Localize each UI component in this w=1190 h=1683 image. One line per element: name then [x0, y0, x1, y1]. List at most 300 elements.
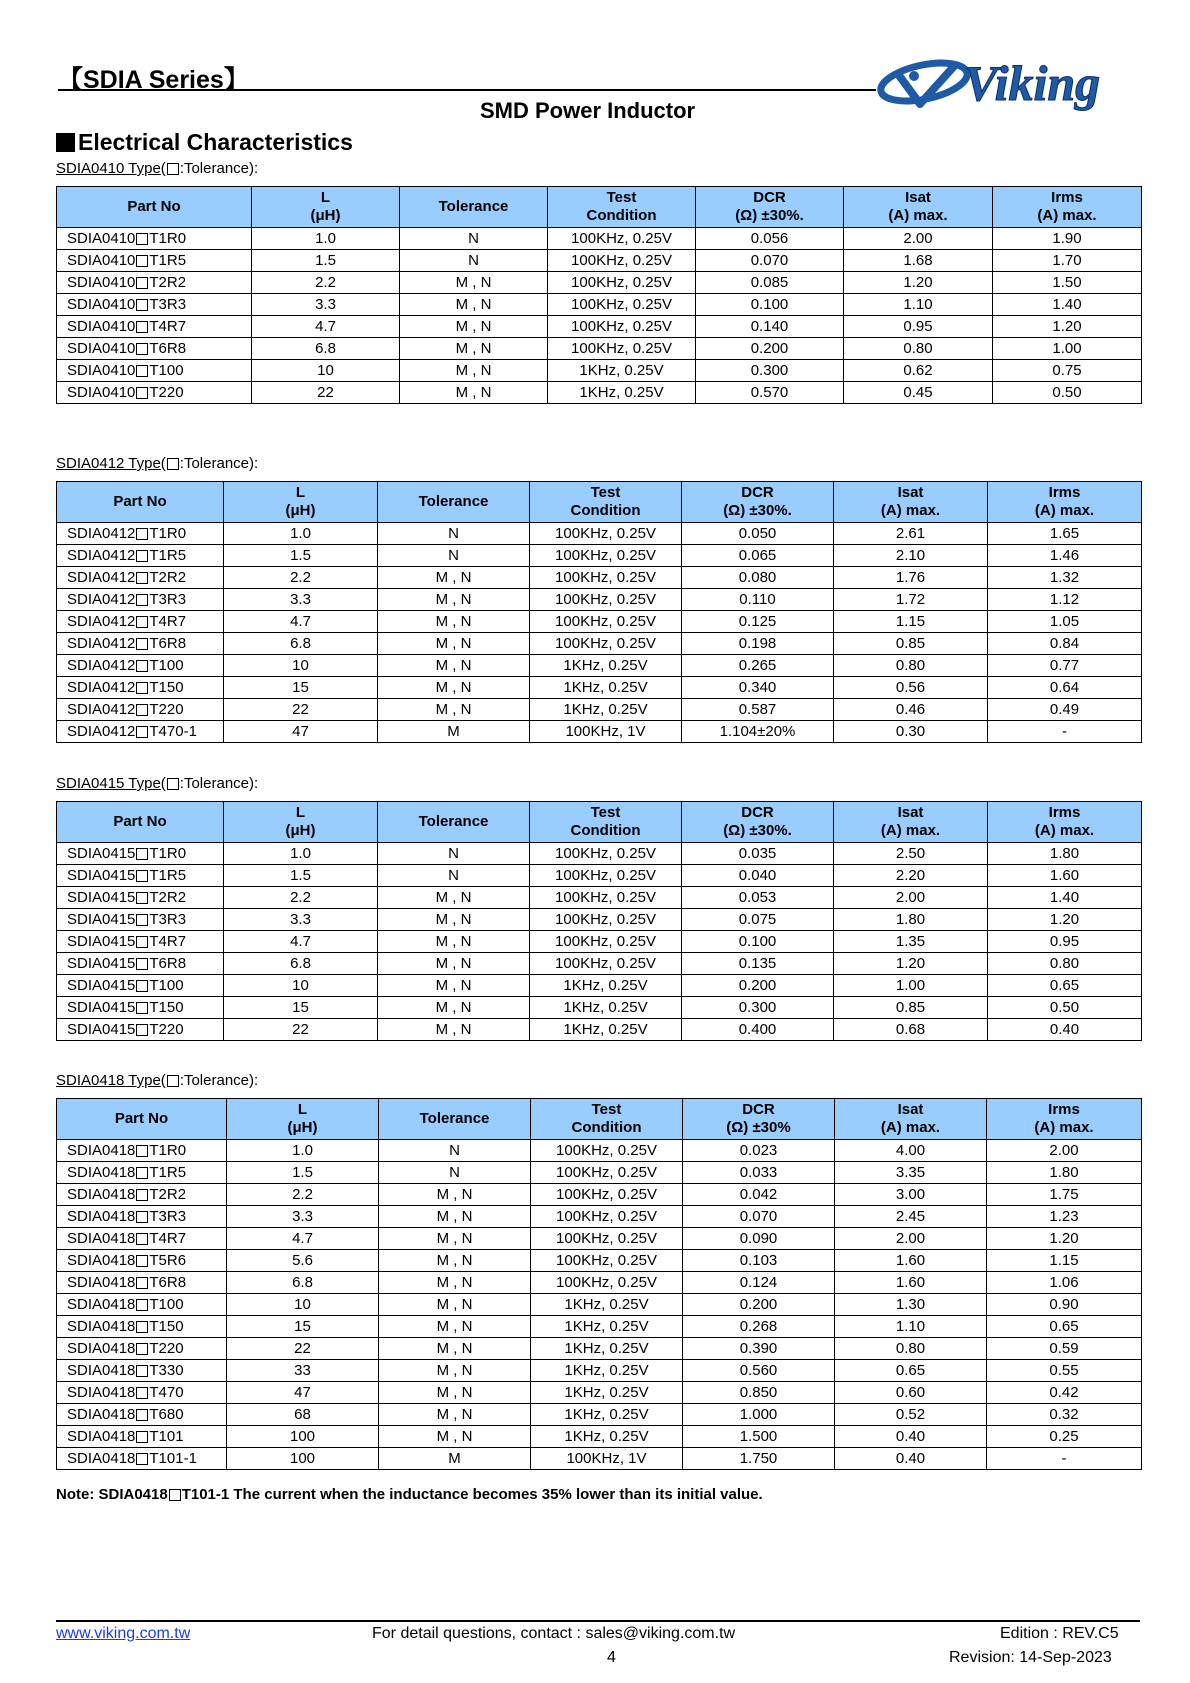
- cell-test-condition: 100KHz, 0.25V: [530, 567, 682, 589]
- type-caption-suffix: :Tolerance):: [179, 455, 259, 472]
- cell-irms: 1.80: [987, 1162, 1142, 1184]
- type-caption: SDIA0410 Type( :Tolerance):: [56, 160, 259, 177]
- part-prefix: SDIA0410: [67, 273, 136, 291]
- cell-isat: 1.10: [835, 1316, 987, 1338]
- cell-inductance: 2.2: [224, 887, 378, 909]
- cell-isat: 0.80: [834, 655, 988, 677]
- contact-text: For detail questions, contact : sales@viking.com.tw: [372, 1625, 736, 1642]
- part-suffix: T330: [149, 1361, 184, 1379]
- cell-isat: 0.45: [844, 382, 993, 404]
- cell-test-condition: 100KHz, 0.25V: [531, 1228, 683, 1250]
- column-header-test-condition: [548, 187, 696, 228]
- column-header-line: Isat: [897, 1101, 924, 1118]
- cell-inductance: 15: [224, 677, 378, 699]
- cell-tolerance: M , N: [378, 633, 530, 655]
- cell-isat: 1.72: [834, 589, 988, 611]
- cell-inductance: 6.8: [224, 953, 378, 975]
- part-suffix: T150: [149, 1317, 184, 1335]
- cell-inductance: 1.5: [224, 545, 378, 567]
- cell-test-condition: 100KHz, 1V: [531, 1448, 683, 1470]
- part-suffix: T1R5: [149, 546, 187, 564]
- part-suffix: T3R3: [149, 295, 187, 313]
- cell-irms: 0.55: [987, 1360, 1142, 1382]
- table-row: [57, 699, 1142, 721]
- cell-isat: 0.30: [834, 721, 988, 743]
- part-suffix: T680: [149, 1405, 184, 1423]
- column-header-line: Test: [590, 804, 621, 821]
- tolerance-box-icon: [136, 958, 148, 970]
- cell-tolerance: N: [379, 1162, 531, 1184]
- part-prefix: SDIA0412: [67, 546, 136, 564]
- column-header-isat: [844, 187, 993, 228]
- tolerance-box-icon: [136, 1211, 148, 1223]
- column-header-tolerance: [378, 482, 530, 523]
- cell-irms: 1.60: [988, 865, 1142, 887]
- cell-test-condition: 1KHz, 0.25V: [548, 360, 696, 382]
- cell-test-condition: 100KHz, 0.25V: [531, 1250, 683, 1272]
- cell-dcr: 0.200: [682, 975, 834, 997]
- cell-tolerance: M , N: [379, 1184, 531, 1206]
- cell-test-condition: 100KHz, 0.25V: [548, 338, 696, 360]
- tolerance-box-icon: [136, 1431, 148, 1443]
- table-row: [57, 316, 1142, 338]
- part-prefix: SDIA0415: [67, 844, 136, 862]
- cell-isat: 0.52: [835, 1404, 987, 1426]
- column-header-part-no: [57, 187, 252, 228]
- cell-part-no: [57, 611, 224, 633]
- column-header-line: (Ω) ±30%.: [723, 822, 792, 839]
- cell-irms: 0.84: [988, 633, 1142, 655]
- cell-part-no: [57, 975, 224, 997]
- column-header-line: (A) max.: [1037, 207, 1097, 224]
- cell-test-condition: 100KHz, 0.25V: [531, 1162, 683, 1184]
- column-header-line: Irms: [1048, 804, 1081, 821]
- cell-tolerance: M , N: [378, 887, 530, 909]
- cell-inductance: 15: [227, 1316, 379, 1338]
- column-header-line: Tolerance: [418, 813, 489, 830]
- cell-inductance: 4.7: [224, 931, 378, 953]
- table-row: [57, 997, 1142, 1019]
- cell-isat: 0.65: [835, 1360, 987, 1382]
- table-row: [57, 1360, 1142, 1382]
- cell-dcr: 1.750: [683, 1448, 835, 1470]
- part-prefix: SDIA0410: [67, 229, 136, 247]
- cell-test-condition: 1KHz, 0.25V: [531, 1404, 683, 1426]
- part-suffix: T6R8: [149, 634, 187, 652]
- cell-irms: 0.32: [987, 1404, 1142, 1426]
- cell-isat: 1.20: [834, 953, 988, 975]
- cell-inductance: 15: [224, 997, 378, 1019]
- cell-irms: 1.65: [988, 523, 1142, 545]
- part-suffix: T3R3: [149, 590, 187, 608]
- cell-dcr: 0.042: [683, 1184, 835, 1206]
- part-prefix: SDIA0418: [67, 1295, 136, 1313]
- cell-inductance: 3.3: [224, 909, 378, 931]
- cell-part-no: [57, 1184, 227, 1206]
- table-row: [57, 843, 1142, 865]
- cell-dcr: 0.135: [682, 953, 834, 975]
- footnote: [56, 1486, 763, 1503]
- cell-isat: 2.10: [834, 545, 988, 567]
- part-suffix: T6R8: [149, 1273, 187, 1291]
- table-row: [57, 721, 1142, 743]
- cell-inductance: 10: [224, 975, 378, 997]
- column-header-line: Tolerance: [438, 198, 509, 215]
- part-prefix: SDIA0415: [67, 998, 136, 1016]
- column-header-line: L: [295, 804, 306, 821]
- part-suffix: T1R0: [149, 844, 187, 862]
- table-row: [57, 1272, 1142, 1294]
- cell-dcr: 0.850: [683, 1382, 835, 1404]
- cell-dcr: 0.100: [682, 931, 834, 953]
- cell-inductance: 1.5: [252, 250, 400, 272]
- cell-part-no: [57, 228, 252, 250]
- column-header-line: (μH): [285, 502, 316, 519]
- cell-inductance: 1.0: [224, 523, 378, 545]
- table-row: [57, 633, 1142, 655]
- cell-dcr: 0.265: [682, 655, 834, 677]
- column-header-tolerance: [378, 802, 530, 843]
- table-row: [57, 1426, 1142, 1448]
- cell-isat: 0.62: [844, 360, 993, 382]
- cell-part-no: [57, 931, 224, 953]
- cell-isat: 1.30: [835, 1294, 987, 1316]
- column-header-line: (μH): [285, 822, 316, 839]
- part-suffix: T220: [149, 383, 184, 401]
- part-prefix: SDIA0415: [67, 866, 136, 884]
- type-caption-suffix: :Tolerance):: [179, 160, 259, 177]
- note-prefix: Note: SDIA0418: [56, 1486, 168, 1503]
- cell-test-condition: 100KHz, 0.25V: [548, 228, 696, 250]
- cell-part-no: [57, 1140, 227, 1162]
- logo-wordmark: Viking: [964, 55, 1101, 111]
- cell-dcr: 0.300: [682, 997, 834, 1019]
- cell-test-condition: 1KHz, 0.25V: [530, 1019, 682, 1041]
- table-row: [57, 523, 1142, 545]
- cell-tolerance: M , N: [400, 294, 548, 316]
- cell-test-condition: 1KHz, 0.25V: [530, 699, 682, 721]
- cell-isat: 1.76: [834, 567, 988, 589]
- cell-inductance: 3.3: [224, 589, 378, 611]
- cell-part-no: [57, 997, 224, 1019]
- cell-dcr: 0.587: [682, 699, 834, 721]
- tolerance-box-icon: [136, 528, 148, 540]
- cell-part-no: [57, 272, 252, 294]
- cell-tolerance: M , N: [379, 1426, 531, 1448]
- cell-dcr: 0.340: [682, 677, 834, 699]
- type-caption: SDIA0412 Type( :Tolerance):: [56, 455, 259, 472]
- cell-irms: 0.65: [987, 1316, 1142, 1338]
- cell-part-no: [57, 721, 224, 743]
- cell-inductance: 2.2: [224, 567, 378, 589]
- spec-table: [56, 186, 1142, 404]
- column-header-dcr: [682, 482, 834, 523]
- cell-part-no: [57, 1448, 227, 1470]
- cell-isat: 1.10: [844, 294, 993, 316]
- part-prefix: SDIA0415: [67, 910, 136, 928]
- tolerance-box-icon: [136, 255, 148, 267]
- cell-part-no: [57, 953, 224, 975]
- cell-tolerance: M , N: [379, 1228, 531, 1250]
- cell-dcr: 0.124: [683, 1272, 835, 1294]
- column-header-line: Condition: [570, 822, 641, 839]
- cell-irms: 1.50: [993, 272, 1142, 294]
- cell-irms: 1.75: [987, 1184, 1142, 1206]
- cell-tolerance: N: [379, 1140, 531, 1162]
- part-prefix: SDIA0412: [67, 524, 136, 542]
- cell-part-no: [57, 1206, 227, 1228]
- column-header-line: Tolerance: [418, 493, 489, 510]
- cell-test-condition: 1KHz, 0.25V: [531, 1294, 683, 1316]
- cell-part-no: [57, 1316, 227, 1338]
- cell-irms: 1.20: [993, 316, 1142, 338]
- cell-irms: 0.40: [988, 1019, 1142, 1041]
- cell-isat: 0.40: [835, 1426, 987, 1448]
- series-title: 【SDIA Series】: [58, 66, 249, 94]
- column-header-line: Irms: [1048, 484, 1081, 501]
- type-caption: SDIA0418 Type( :Tolerance):: [56, 1072, 259, 1089]
- cell-irms: 0.25: [987, 1426, 1142, 1448]
- cell-inductance: 47: [224, 721, 378, 743]
- cell-inductance: 100: [227, 1448, 379, 1470]
- cell-test-condition: 100KHz, 0.25V: [530, 589, 682, 611]
- part-prefix: SDIA0418: [67, 1339, 136, 1357]
- cell-test-condition: 100KHz, 0.25V: [530, 909, 682, 931]
- cell-tolerance: M , N: [378, 931, 530, 953]
- cell-inductance: 4.7: [252, 316, 400, 338]
- tolerance-box-icon: [136, 1299, 148, 1311]
- cell-tolerance: M , N: [378, 997, 530, 1019]
- part-prefix: SDIA0412: [67, 656, 136, 674]
- table-row: [57, 545, 1142, 567]
- cell-irms: 2.00: [987, 1140, 1142, 1162]
- cell-dcr: 0.085: [696, 272, 844, 294]
- cell-test-condition: 100KHz, 0.25V: [530, 887, 682, 909]
- column-header-line: Condition: [586, 207, 657, 224]
- cell-inductance: 5.6: [227, 1250, 379, 1272]
- tolerance-box-icon: [136, 682, 148, 694]
- cell-isat: 2.45: [835, 1206, 987, 1228]
- cell-inductance: 1.5: [227, 1162, 379, 1184]
- column-header-line: DCR: [753, 189, 786, 206]
- cell-test-condition: 100KHz, 0.25V: [530, 633, 682, 655]
- cell-test-condition: 1KHz, 0.25V: [530, 997, 682, 1019]
- cell-irms: 1.80: [988, 843, 1142, 865]
- cell-irms: 1.15: [987, 1250, 1142, 1272]
- tolerance-box-icon: [136, 1387, 148, 1399]
- document-subtitle: SMD Power Inductor: [480, 98, 696, 123]
- cell-part-no: [57, 655, 224, 677]
- part-suffix: T6R8: [149, 954, 187, 972]
- part-suffix: T100: [149, 976, 184, 994]
- part-suffix: T1R0: [149, 229, 187, 247]
- part-prefix: SDIA0412: [67, 612, 136, 630]
- column-header-line: L: [295, 484, 306, 501]
- column-header-dcr: [696, 187, 844, 228]
- cell-part-no: [57, 843, 224, 865]
- part-prefix: SDIA0418: [67, 1317, 136, 1335]
- column-header-test-condition: [531, 1099, 683, 1140]
- cell-isat: 2.00: [834, 887, 988, 909]
- cell-irms: 1.00: [993, 338, 1142, 360]
- tolerance-box-icon: [136, 726, 148, 738]
- cell-dcr: 0.390: [683, 1338, 835, 1360]
- cell-tolerance: M , N: [400, 272, 548, 294]
- cell-irms: 1.90: [993, 228, 1142, 250]
- column-header-line: (Ω) ±30%: [726, 1119, 791, 1136]
- table-row: [57, 1404, 1142, 1426]
- cell-dcr: 0.200: [683, 1294, 835, 1316]
- column-header-inductance: [227, 1099, 379, 1140]
- cell-tolerance: M , N: [378, 1019, 530, 1041]
- cell-dcr: 0.400: [682, 1019, 834, 1041]
- part-prefix: SDIA0418: [67, 1427, 136, 1445]
- cell-irms: 0.50: [988, 997, 1142, 1019]
- part-suffix: T1R5: [149, 866, 187, 884]
- tolerance-box-icon: [136, 1365, 148, 1377]
- cell-inductance: 1.0: [224, 843, 378, 865]
- cell-part-no: [57, 1250, 227, 1272]
- column-header-line: (μH): [287, 1119, 318, 1136]
- cell-inductance: 4.7: [224, 611, 378, 633]
- cell-tolerance: N: [378, 523, 530, 545]
- cell-inductance: 22: [224, 1019, 378, 1041]
- table-row: [57, 338, 1142, 360]
- cell-isat: 2.20: [834, 865, 988, 887]
- column-header-irms: [987, 1099, 1142, 1140]
- column-header-line: Tolerance: [419, 1110, 490, 1127]
- table-header-row: [57, 1099, 1142, 1140]
- column-header-line: DCR: [742, 1101, 775, 1118]
- cell-isat: 1.60: [835, 1250, 987, 1272]
- table-row: [57, 909, 1142, 931]
- website-link[interactable]: www.viking.com.tw: [56, 1625, 191, 1642]
- header-rule: [58, 89, 876, 91]
- cell-irms: 0.59: [987, 1338, 1142, 1360]
- part-prefix: SDIA0415: [67, 1020, 136, 1038]
- tolerance-box-icon: [136, 936, 148, 948]
- cell-test-condition: 100KHz, 0.25V: [530, 843, 682, 865]
- table-row: [57, 1140, 1142, 1162]
- part-prefix: SDIA0415: [67, 954, 136, 972]
- table-row: [57, 931, 1142, 953]
- cell-irms: 0.65: [988, 975, 1142, 997]
- tolerance-box-icon: [136, 1189, 148, 1201]
- cell-inductance: 3.3: [252, 294, 400, 316]
- part-prefix: SDIA0410: [67, 295, 136, 313]
- cell-isat: 2.00: [844, 228, 993, 250]
- cell-tolerance: N: [378, 545, 530, 567]
- column-header-line: (A) max.: [880, 1119, 941, 1136]
- cell-isat: 1.68: [844, 250, 993, 272]
- cell-dcr: 0.125: [682, 611, 834, 633]
- cell-isat: 1.60: [835, 1272, 987, 1294]
- cell-tolerance: M , N: [378, 567, 530, 589]
- cell-tolerance: M , N: [378, 589, 530, 611]
- table-row: [57, 677, 1142, 699]
- table-header-row: [57, 802, 1142, 843]
- table-row: [57, 360, 1142, 382]
- cell-test-condition: 100KHz, 0.25V: [548, 294, 696, 316]
- type-caption-label: SDIA0412 Type: [56, 455, 161, 472]
- cell-test-condition: 100KHz, 0.25V: [530, 545, 682, 567]
- part-suffix: T4R7: [149, 612, 187, 630]
- table-row: [57, 1316, 1142, 1338]
- cell-test-condition: 100KHz, 0.25V: [531, 1272, 683, 1294]
- tolerance-box-icon: [167, 778, 179, 790]
- table-row: [57, 1338, 1142, 1360]
- cell-part-no: [57, 567, 224, 589]
- cell-part-no: [57, 523, 224, 545]
- table-row: [57, 567, 1142, 589]
- part-prefix: SDIA0418: [67, 1449, 136, 1467]
- tolerance-box-icon: [136, 233, 148, 245]
- tolerance-box-icon: [136, 387, 148, 399]
- section-heading: [56, 129, 353, 156]
- cell-tolerance: M , N: [400, 338, 548, 360]
- cell-dcr: 0.050: [682, 523, 834, 545]
- cell-irms: 1.20: [988, 909, 1142, 931]
- cell-irms: 1.40: [988, 887, 1142, 909]
- cell-tolerance: M , N: [400, 382, 548, 404]
- cell-dcr: 0.560: [683, 1360, 835, 1382]
- column-header-line: Isat: [897, 484, 924, 501]
- column-header-line: (A) max.: [880, 502, 941, 519]
- tolerance-box-icon: [136, 704, 148, 716]
- cell-irms: 1.05: [988, 611, 1142, 633]
- cell-tolerance: M , N: [378, 677, 530, 699]
- column-header-irms: [988, 482, 1142, 523]
- viking-logo-icon: [876, 52, 1151, 122]
- cell-test-condition: 1KHz, 0.25V: [531, 1426, 683, 1448]
- cell-isat: 2.50: [834, 843, 988, 865]
- cell-tolerance: M , N: [378, 699, 530, 721]
- revision-text: Revision: 14-Sep-2023: [949, 1649, 1112, 1666]
- tolerance-box-icon: [136, 1255, 148, 1267]
- tolerance-box-icon: [136, 343, 148, 355]
- cell-test-condition: 1KHz, 0.25V: [531, 1382, 683, 1404]
- cell-dcr: 0.065: [682, 545, 834, 567]
- cell-tolerance: M , N: [379, 1272, 531, 1294]
- column-header-part-no: [57, 802, 224, 843]
- cell-tolerance: M , N: [400, 316, 548, 338]
- cell-isat: 3.00: [835, 1184, 987, 1206]
- table-row: [57, 1162, 1142, 1184]
- cell-inductance: 47: [227, 1382, 379, 1404]
- cell-part-no: [57, 887, 224, 909]
- cell-dcr: 0.200: [696, 338, 844, 360]
- part-suffix: T3R3: [149, 910, 187, 928]
- cell-dcr: 0.070: [683, 1206, 835, 1228]
- part-suffix: T1R5: [149, 1163, 187, 1181]
- cell-inductance: 4.7: [227, 1228, 379, 1250]
- part-prefix: SDIA0418: [67, 1251, 136, 1269]
- column-header-inductance: [252, 187, 400, 228]
- tolerance-box-icon: [136, 892, 148, 904]
- table-row: [57, 589, 1142, 611]
- part-prefix: SDIA0412: [67, 678, 136, 696]
- cell-isat: 0.46: [834, 699, 988, 721]
- tolerance-box-icon: [136, 1167, 148, 1179]
- cell-tolerance: M: [378, 721, 530, 743]
- column-header-line: Test: [591, 1101, 622, 1118]
- part-suffix: T220: [149, 700, 184, 718]
- cell-test-condition: 100KHz, 0.25V: [548, 272, 696, 294]
- part-prefix: SDIA0415: [67, 976, 136, 994]
- part-prefix: SDIA0412: [67, 700, 136, 718]
- cell-tolerance: N: [378, 843, 530, 865]
- cell-irms: -: [988, 721, 1142, 743]
